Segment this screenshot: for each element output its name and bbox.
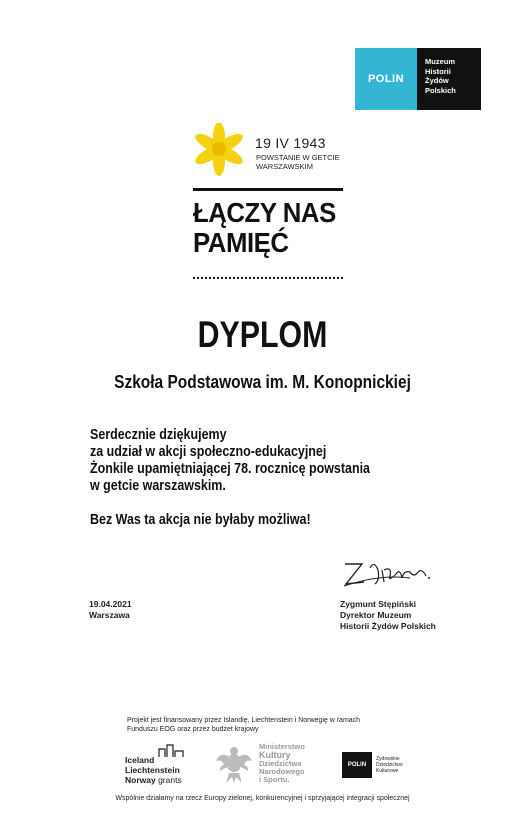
jewish-line: Dziedzictwo (376, 762, 403, 768)
thanks-text (90, 427, 370, 495)
jewish-line: Kulturowe (376, 768, 399, 774)
issue-date: 19.04.2021 (89, 599, 132, 609)
eea-grants-icon (158, 744, 184, 758)
closing-text: Bez Was ta akcja nie byłaby możliwa! (90, 512, 311, 528)
ministry-line: i Sportu. (259, 775, 290, 784)
eagle-emblem-icon (214, 743, 254, 785)
footer-text: Wspólnie działamy na rzecz Europy zielonej, konkurencyjnej i sprzyjającej integracji społecznej (115, 795, 410, 802)
signer-name: Zygmunt Stępiński (340, 599, 417, 609)
eea-line: Liechtenstein (125, 765, 180, 775)
thanks-line: Żonkile upamiętniającej 78. rocznicę powstania (90, 461, 370, 477)
uprising-line-1: POWSTANIE W GETCIE (256, 153, 340, 162)
daffodil-icon (193, 123, 245, 179)
jewish-line: Żydowskie (376, 756, 400, 762)
slogan-line-2: PAMIĘĆ (193, 227, 289, 258)
divider (193, 188, 343, 191)
signature-image (340, 556, 435, 590)
ministry-line: Ministerstwo (259, 742, 305, 751)
ministry-line: Dziedzictwa (259, 759, 302, 768)
campaign-slogan (193, 198, 336, 258)
funding-line: Projekt jest finansowany przez Islandię, Liechtenstein i Norwegię w ramach (127, 717, 361, 724)
eea-line: Iceland (125, 755, 155, 765)
logo-line: Żydów (425, 76, 449, 85)
signer-role: Historii Żydów Polskich (340, 621, 436, 631)
issue-date-block (89, 599, 132, 621)
polin-logo-mark (355, 48, 417, 110)
jewish-heritage-mark: POLIN (342, 752, 372, 778)
jewish-heritage-text (376, 756, 416, 774)
campaign-date: 19 IV 1943 (255, 135, 326, 151)
funding-line: Funduszu EOG oraz przez budżet krajowy (127, 726, 259, 733)
eea-line: Norway grants (125, 775, 182, 785)
dotted-divider (193, 277, 343, 279)
thanks-line: w getcie warszawskim. (90, 478, 226, 494)
logo-line: Polskich (425, 85, 456, 95)
uprising-text (256, 153, 366, 171)
thanks-line: za udział w akcji społeczno-edukacyjnej (90, 444, 327, 460)
signer-block (340, 599, 436, 632)
thanks-line: Serdecznie dziękujemy (90, 427, 227, 443)
uprising-line-2: WARSZAWSKIM (256, 162, 313, 171)
polin-logo-text (417, 48, 481, 110)
ministry-line: Narodowego (259, 767, 305, 776)
issue-city: Warszawa (89, 610, 130, 620)
polin-brand: POLIN (367, 73, 405, 85)
recipient-name: Szkoła Podstawowa im. M. Konopnickiej (114, 372, 411, 392)
ministry-logo-text (259, 743, 305, 784)
logo-line: Historii (425, 66, 451, 76)
jewish-heritage-logo (342, 752, 416, 778)
ministry-line: Kultury (259, 750, 291, 760)
diploma-title: DYPLOM (197, 314, 328, 355)
logo-line: Muzeum (425, 57, 455, 66)
slogan-line-1: ŁĄCZY NAS (193, 197, 336, 228)
signer-role: Dyrektor Muzeum (340, 610, 412, 620)
funding-note (127, 716, 397, 734)
polin-logo (355, 48, 481, 110)
